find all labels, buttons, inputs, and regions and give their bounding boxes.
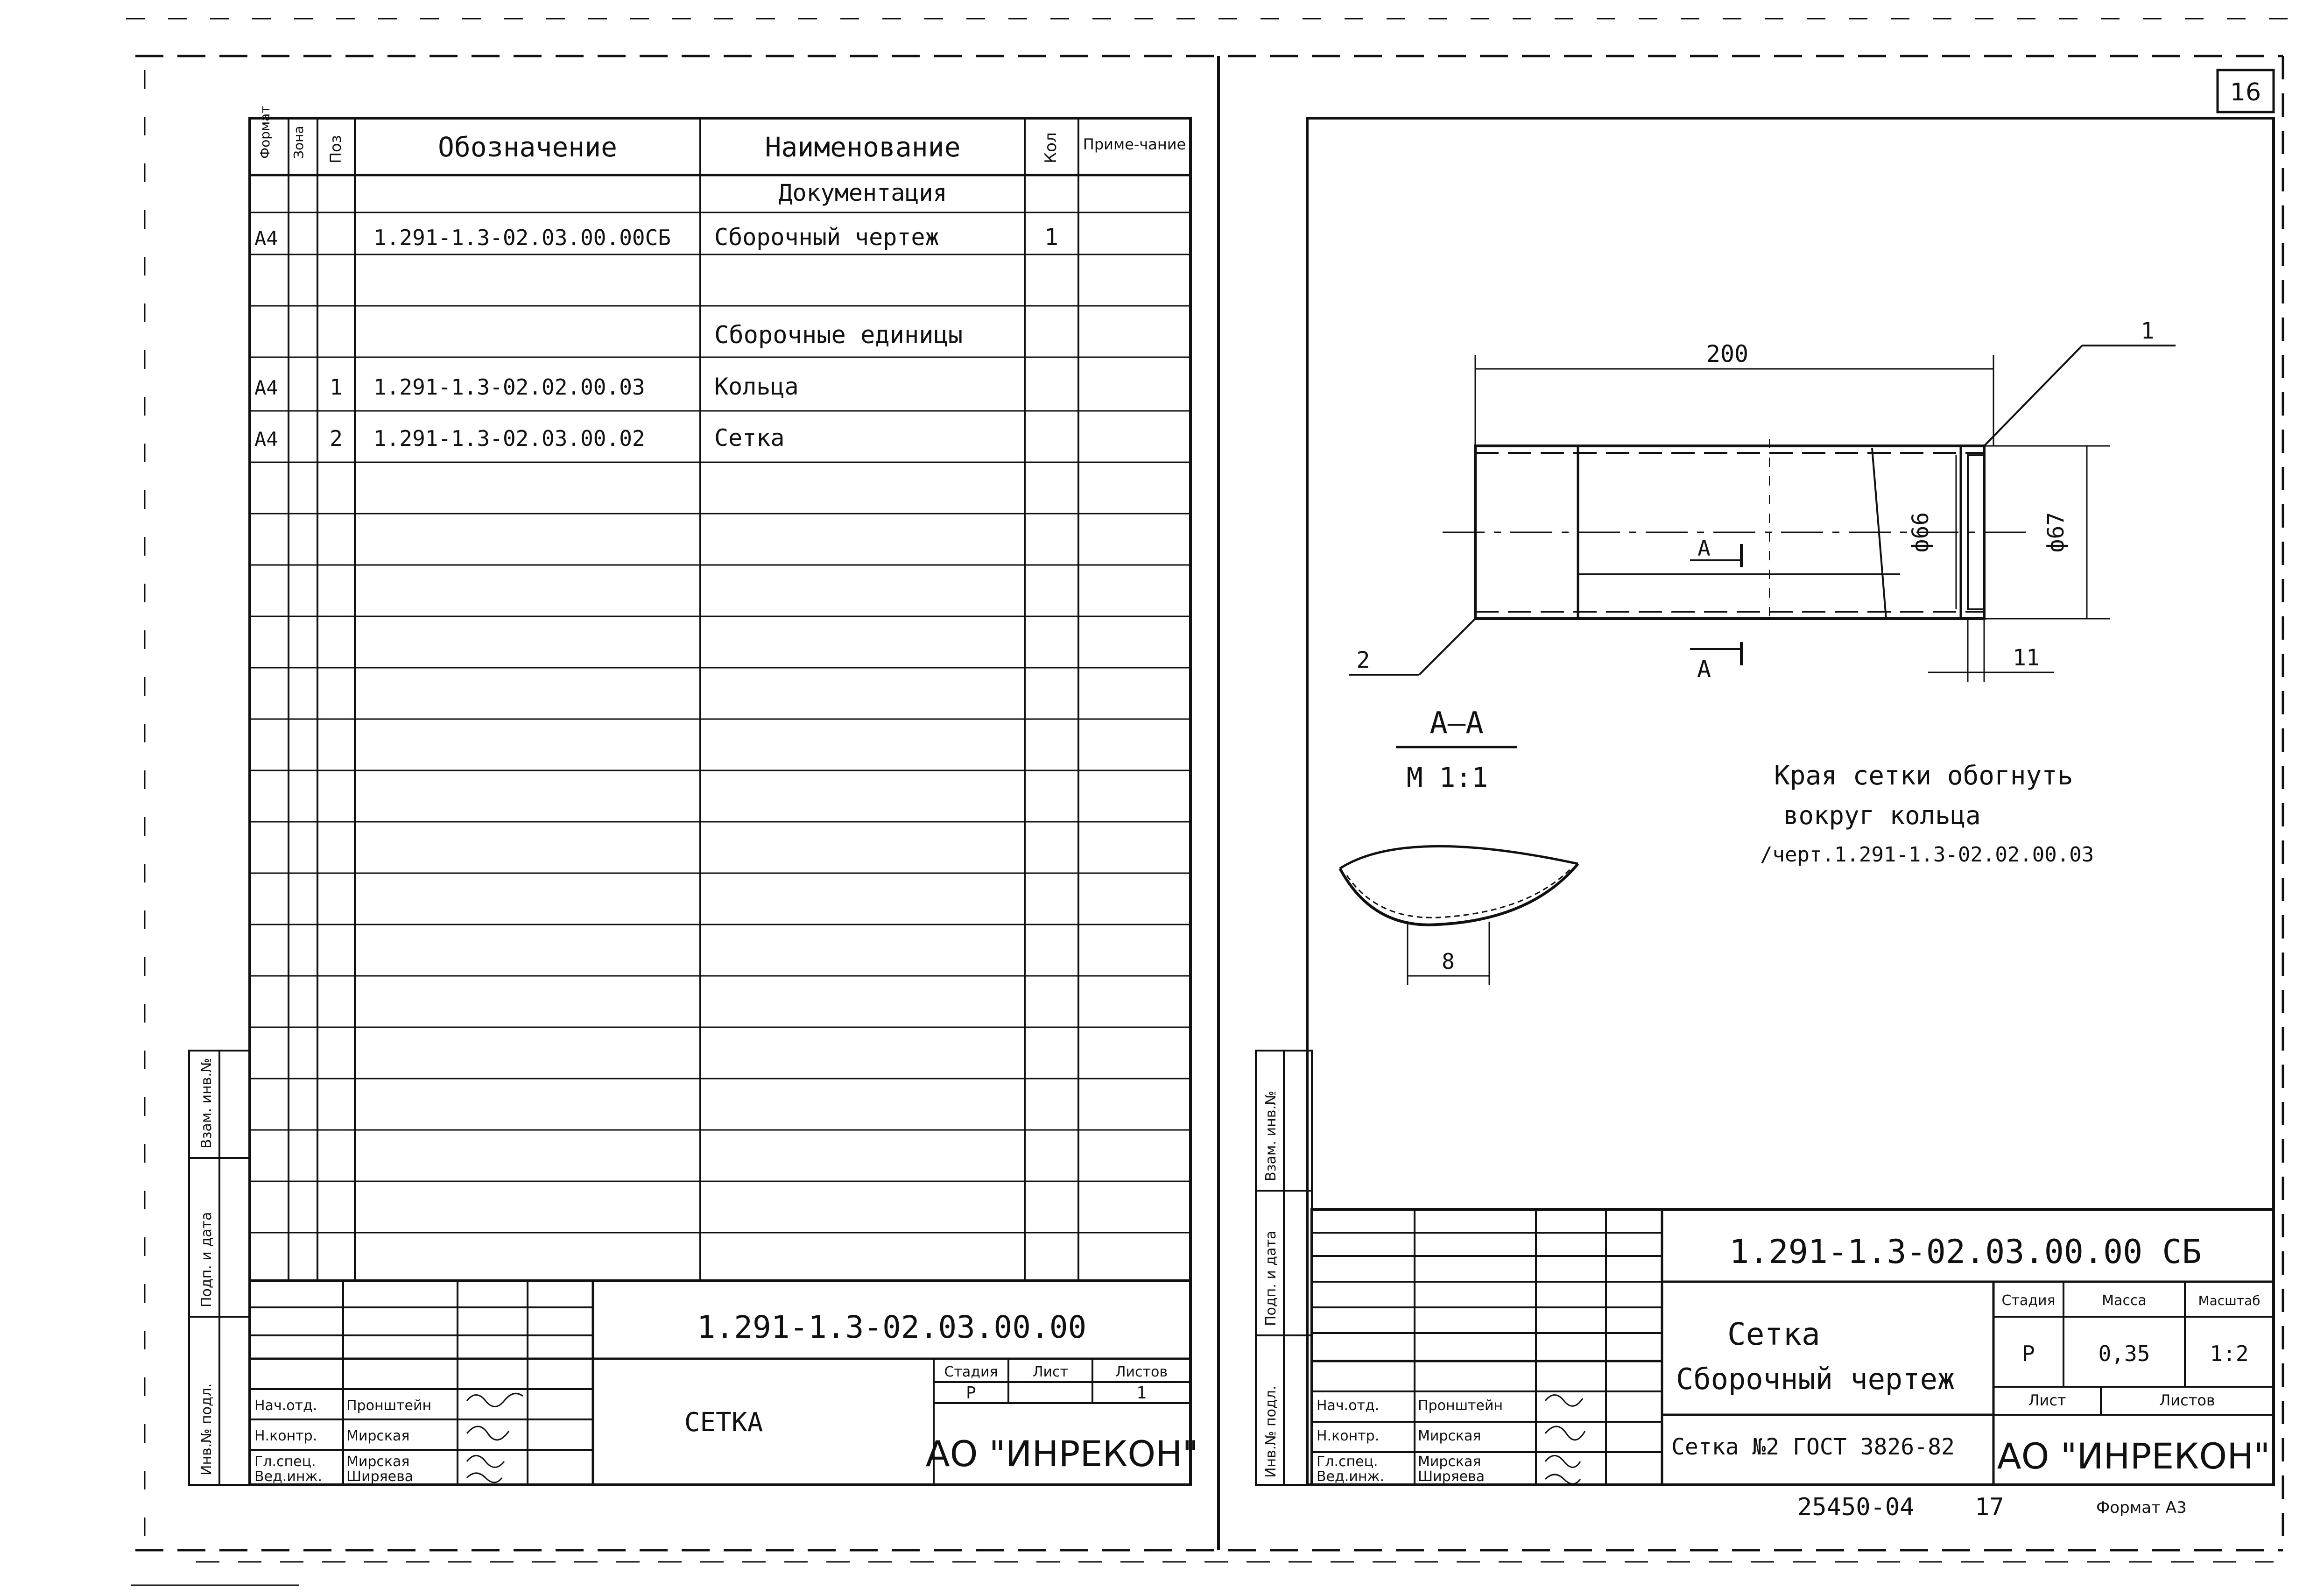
staff-name: Мирская xyxy=(346,1454,410,1470)
section-title: А–А xyxy=(1430,706,1484,741)
staff-name: Пронштейн xyxy=(1418,1397,1503,1414)
leader-label-2: 2 xyxy=(1356,647,1370,673)
staff-name: Ширяева xyxy=(346,1468,414,1485)
right-sheets-label: Листов xyxy=(2159,1391,2215,1409)
right-scale-value: 1:2 xyxy=(2210,1341,2249,1366)
note-line: вокруг кольца xyxy=(1783,801,1981,830)
right-sheet-label: Лист xyxy=(2028,1391,2066,1409)
length-dimension xyxy=(1475,355,1993,446)
staff-name: Мирская xyxy=(346,1428,410,1444)
section-scale: М 1:1 xyxy=(1406,762,1488,793)
left-doc-code: 1.291-1.3-02.03.00.00 xyxy=(697,1309,1087,1345)
left-company: АО "ИНРЕКОН" xyxy=(925,1433,1199,1475)
spec-row-name: Сборочный чертеж xyxy=(714,224,939,251)
right-company: АО "ИНРЕКОН" xyxy=(1997,1435,2270,1477)
spec-row-designation: 1.291-1.3-02.03.00.00СБ xyxy=(373,225,671,250)
right-stage-value: Р xyxy=(2022,1341,2035,1366)
spec-row-format: А4 xyxy=(254,227,278,250)
left-sheets-value: 1 xyxy=(1136,1383,1147,1403)
side-label-replace-inv: Взам. инв.№ xyxy=(1263,1090,1279,1181)
staff-name: Пронштейн xyxy=(346,1397,432,1414)
cut-label-top: А xyxy=(1697,536,1711,561)
leaders xyxy=(1349,346,2176,675)
side-label-sign-date: Подп. и дата xyxy=(198,1212,215,1307)
staff-role: Гл.спец. xyxy=(254,1454,316,1470)
spec-table xyxy=(250,118,1190,1281)
section-assemblies: Сборочные единицы xyxy=(714,321,963,349)
cut-label-bottom: А xyxy=(1697,656,1711,683)
spec-row-pos: 2 xyxy=(330,426,343,451)
signature-marks xyxy=(1545,1395,1585,1484)
spec-row xyxy=(254,224,1058,251)
left-sheet-label: Лист xyxy=(1032,1364,1069,1380)
right-doc-code: 1.291-1.3-02.03.00.00 СБ xyxy=(1729,1233,2202,1271)
dim-length: 200 xyxy=(1706,340,1749,367)
staff-name: Мирская xyxy=(1418,1454,1481,1470)
note-line: /черт.1.291-1.3-02.02.00.03 xyxy=(1760,843,2094,867)
left-stage-value: Р xyxy=(966,1383,976,1403)
left-sheets-label: Листов xyxy=(1115,1364,1168,1380)
dim-inner-diameter: ф66 xyxy=(1908,512,1934,553)
left-doc-title: СЕТКА xyxy=(684,1407,763,1438)
note-line: Края сетки обогнуть xyxy=(1774,761,2073,791)
spec-row-designation: 1.291-1.3-02.03.00.02 xyxy=(373,426,645,451)
footer-number: 25450-04 xyxy=(1797,1493,1915,1521)
leader-label-1: 1 xyxy=(2141,318,2155,344)
staff-role: Н.контр. xyxy=(254,1428,317,1444)
section-documentation: Документация xyxy=(778,179,947,206)
header-note: Приме-чание xyxy=(1083,135,1186,153)
signature-marks xyxy=(467,1393,523,1482)
staff-role: Гл.спец. xyxy=(1317,1454,1378,1470)
spec-row-format: А4 xyxy=(254,428,278,451)
dim-ring-width: 11 xyxy=(2013,645,2040,671)
right-stage-label: Стадия xyxy=(2001,1292,2056,1309)
footer-format: Формат А3 xyxy=(2096,1498,2187,1517)
staff-role: Нач.отд. xyxy=(254,1397,317,1414)
spec-row xyxy=(254,373,799,400)
spec-row-name: Кольца xyxy=(714,373,799,400)
scan-marks xyxy=(131,1562,2274,1585)
side-label-sign-date: Подп. и дата xyxy=(1263,1230,1279,1326)
left-stage-label: Стадия xyxy=(944,1364,998,1380)
assembly-view xyxy=(1443,439,2026,626)
header-zone: Зона xyxy=(291,126,306,159)
right-material: Сетка №2 ГОСТ 3826-82 xyxy=(1671,1434,1955,1460)
staff-name: Ширяева xyxy=(1418,1468,1485,1485)
side-label-inv-orig: Инв.№ подл. xyxy=(198,1383,215,1475)
header-pos: Поз xyxy=(327,135,345,163)
header-designation: Обозначение xyxy=(437,131,618,163)
header-qty: Кол xyxy=(1042,132,1060,163)
right-scale-label: Масштаб xyxy=(2198,1293,2261,1308)
spec-row xyxy=(254,424,785,452)
sheet-number: 16 xyxy=(2230,78,2261,106)
staff-role: Вед.инж. xyxy=(1317,1468,1384,1485)
footer-page: 17 xyxy=(1975,1493,2004,1521)
right-doc-title-1: Сетка xyxy=(1727,1316,1820,1352)
side-label-inv-orig: Инв.№ подл. xyxy=(1263,1385,1279,1478)
dim-outer-diameter: ф67 xyxy=(2043,512,2069,553)
staff-role: Н.контр. xyxy=(1317,1428,1380,1444)
header-format: Формат xyxy=(257,106,273,159)
assembly-note xyxy=(1760,761,2094,867)
right-doc-title-2: Сборочный чертеж xyxy=(1676,1362,1955,1396)
spec-row-designation: 1.291-1.3-02.02.00.03 xyxy=(373,374,645,400)
spec-row-pos: 1 xyxy=(330,374,343,400)
staff-role: Вед.инж. xyxy=(254,1468,322,1485)
side-label-replace-inv: Взам. инв.№ xyxy=(198,1058,215,1149)
section-cut-markers xyxy=(1690,544,1741,665)
spec-row-format: А4 xyxy=(254,376,278,399)
staff-role: Нач.отд. xyxy=(1317,1397,1380,1414)
right-mass-value: 0,35 xyxy=(2098,1341,2150,1366)
spec-row-name: Сетка xyxy=(714,424,785,452)
section-view xyxy=(1340,846,1578,985)
right-mass-label: Масса xyxy=(2102,1292,2147,1309)
staff-name: Мирская xyxy=(1418,1428,1481,1444)
dim-section-width: 8 xyxy=(1442,949,1455,974)
header-name: Наименование xyxy=(765,131,961,163)
spec-row-qty: 1 xyxy=(1044,224,1059,251)
